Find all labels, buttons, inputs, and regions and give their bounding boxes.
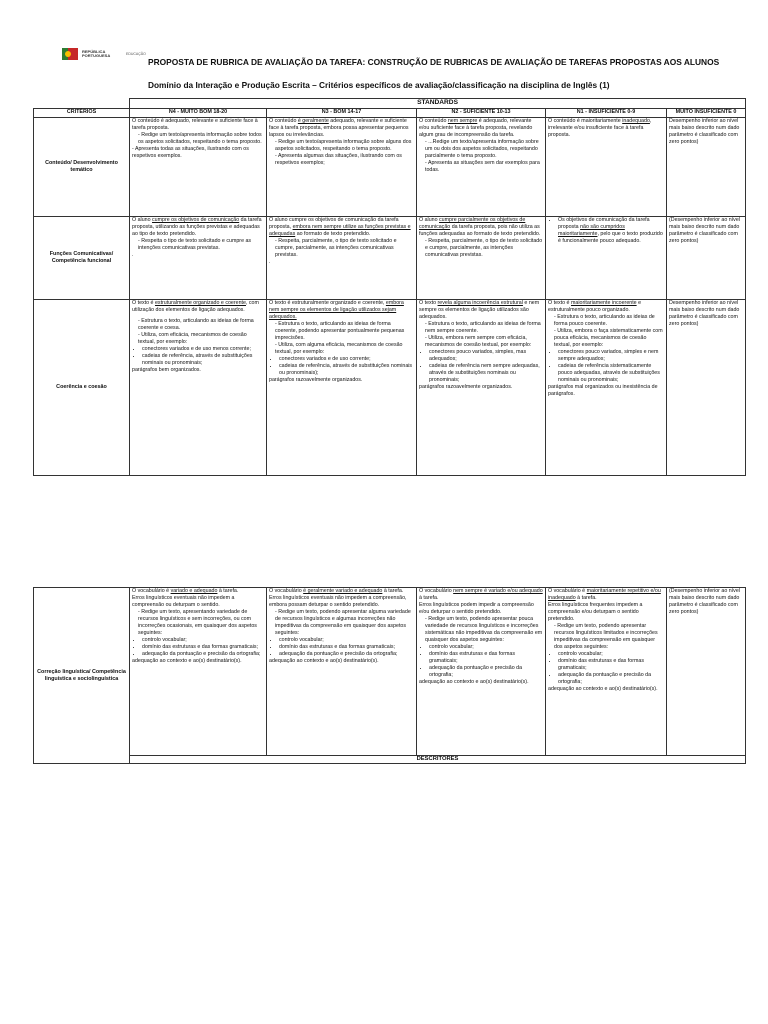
list-item: - Redige um texto/apresenta informação sobre todos os aspetos solicitados, respeitando o tema proposto. — [138, 132, 264, 146]
descriptor-text: O vocabulário — [419, 588, 454, 594]
descriptor-cell — [267, 118, 417, 217]
list-item: - Redige um texto, podendo apresentar alguma variedade de recursos linguísticos e algumas incorreções não impeditivas da compreensão em quaisquer dos aspetos seguintes: — [275, 609, 414, 637]
descriptor-emphasis: maioritariamente incoerente — [570, 300, 637, 306]
descriptor-text: O texto é — [548, 300, 571, 306]
list-item: • conectores pouco variados, simples, mas adequados; — [429, 349, 543, 363]
descriptor-text: à tarefa. — [575, 595, 597, 601]
descriptor-text: O conteúdo — [419, 118, 448, 124]
descriptor-text: ao formato de texto pretendido. — [295, 231, 371, 237]
descriptor-emphasis: é geralmente — [297, 118, 329, 124]
descriptor-cell: (Desempenho inferior ao nível mais baixo descrito num dado parâmetro é classificado com zero pontos) — [667, 588, 746, 756]
descriptor-text: Erros linguísticos eventuais não impedem a compreensão ou deturpam o sentido. — [132, 595, 235, 608]
list-item: • controlo vocabular; — [142, 637, 264, 644]
empty-corner — [34, 99, 130, 109]
descriptor-text: adequação ao contexto e ao(s) destinatário(s). — [548, 686, 658, 692]
descriptor-text: O conteúdo é maioritariamente — [548, 118, 623, 124]
list-item: • cadeias de referência sistematicamente pouco adequadas, através de substituições nominais ou pronominais; — [558, 363, 664, 384]
list-item: - Respeita, parcialmente, o tipo de texto solicitado e cumpre, parcialmente, as intenções comunicativas previstas. — [275, 238, 414, 259]
criterion-label: Funções Comunicativas/ Competência funcional — [34, 217, 130, 300]
descriptor-cell: (Desempenho inferior ao nível mais baixo descrito num dado parâmetro é classificado com zero pontos) — [667, 217, 746, 300]
descriptor-text: O texto é estruturalmente organizado e coerente, — [269, 300, 386, 306]
descriptor-text: Erros linguísticos frequentes impedem a compreensão e/ou deturpam o sentido pretendido. — [548, 602, 643, 622]
list-item: - Estrutura o texto, articulando as ideias de forma pouco coerente. — [554, 314, 664, 328]
descriptor-text: O aluno — [132, 217, 153, 223]
descriptor-text: parágrafos razoavelmente organizados. — [419, 384, 513, 390]
descriptor-cell — [267, 588, 417, 756]
descriptor-emphasis: embora nem sempre os elementos de ligação utilizados sejam adequados. — [269, 300, 404, 320]
descriptor-emphasis: cumpre os objetivos de comunicação — [152, 217, 240, 223]
descriptor-cell — [417, 300, 546, 476]
descriptor-text: parágrafos bem organizados. — [132, 367, 201, 373]
descriptor-text: é adequado, relevante e/ou suficiente face à tarefa proposta, revelando algum grau de incompreensão da tarefa. — [419, 118, 533, 138]
list-item: - Redige um texto, apresentando variedade de recursos linguísticos e sem incorreções, ou com incorreções ocasionais, em quaisquer dos aspetos seguintes: — [138, 609, 264, 637]
descriptor-cell — [130, 588, 267, 756]
list-item: • conectores pouco variados, simples e nem sempre adequados; — [558, 349, 664, 363]
descriptor-text: adequado, relevante e suficiente face à tarefa proposta, embora possa apresentar pequenos lapsos ou irrelevâncias. — [269, 118, 409, 138]
list-item: • adequação da pontuação e precisão da ortografia; — [558, 672, 664, 686]
descriptor-text: , com utilização dos elementos de ligação adequados. — [132, 300, 259, 313]
list-item: • conectores variados e de uso menos corrente; — [142, 346, 264, 353]
descriptor-text: O vocabulário é — [548, 588, 587, 594]
document-title: PROPOSTA DE RUBRICA DE AVALIAÇÃO DA TAREFA: CONSTRUÇÃO DE RUBRICAS DE AVALIAÇÃO DE TAREFAS PROPOSTAS AOS ALUNOS — [148, 57, 720, 67]
list-item: - Redige um texto, podendo apresentar pouca variedade de recursos linguísticos e incorreções sistemáticas não impeditivas da compreensão em quaisquer dos aspetos seguintes: — [425, 616, 543, 644]
descriptor-cell — [267, 217, 417, 300]
descriptor-text: à tarefa. — [382, 588, 404, 594]
list-item: - Respeita, parcialmente, o tipo de texto solicitado e cumpre, parcialmente, as intenções comunicativas previstas. — [425, 238, 543, 259]
list-item: • cadeias de referência nem sempre adequadas, através de substituições nominais ou pronominais; — [429, 363, 543, 384]
descriptor-cell — [546, 300, 667, 476]
rubric-table-continued — [33, 587, 746, 764]
level-header-n1: N1 - INSUFICIENTE 0-9 — [546, 109, 667, 118]
list-item: • conectores variados e de uso corrente; — [279, 356, 414, 363]
descriptor-text: - Apresenta todas as situações, ilustrando com os respetivos exemplos. — [132, 146, 249, 159]
descriptor-cell — [546, 588, 667, 756]
descriptor-emphasis: embora nem sempre utilize as funções previstas e adequadas — [269, 224, 411, 237]
descriptor-text: parágrafos mal organizados ou inexistência de parágrafos. — [548, 384, 658, 397]
list-item: - Utiliza, com alguma eficácia, mecanismos de coesão textual, por exemplo: — [275, 342, 414, 356]
criteria-header: CRITÉRIOS — [34, 109, 130, 118]
list-item: • domínio das estruturas e das formas gramaticais; — [429, 651, 543, 665]
descriptor-text: Erros linguísticos podem impedir a compreensão e/ou deturpar o sentido pretendido. — [419, 602, 534, 615]
table-row — [34, 300, 746, 476]
document-subtitle: Domínio da Interação e Produção Escrita – Critérios específicos de avaliação/classificação na disciplina de Inglês (1) — [148, 80, 610, 90]
descriptor-cell — [130, 118, 267, 217]
descriptor-cell: Desempenho inferior ao nível mais baixo descrito num dado parâmetro é classificado com zero pontos) — [667, 118, 746, 217]
descriptor-text: O aluno — [419, 217, 440, 223]
descriptor-text: à tarefa. — [419, 595, 439, 601]
descriptor-text: da tarefa proposta, utilizando as funções previstas e adequadas ao tipo de texto pretendido. — [132, 217, 262, 237]
criterion-label: Coerência e coesão — [34, 300, 130, 476]
descriptor-text: O conteúdo — [269, 118, 298, 124]
descriptor-text: adequação ao contexto e ao(s) destinatário(s). — [132, 658, 242, 664]
descriptor-cell — [267, 300, 417, 476]
descriptor-text: , irrelevante e/ou insuficiente face à tarefa proposta. — [548, 118, 652, 138]
descriptor-text: e estruturalmente pouco organizado. — [548, 300, 642, 313]
standards-header: STANDARDS — [130, 99, 746, 109]
descriptor-text: . — [132, 252, 134, 258]
list-item: - Estrutura o texto, articulando as ideias de forma nem sempre coerente. — [425, 321, 543, 335]
descriptors-footer: DESCRITORES — [130, 756, 746, 764]
descriptor-text: da tarefa proposta, pois não utiliza as funções adequadas ao formato de texto pretendido. — [419, 224, 541, 237]
descriptor-cell — [130, 217, 267, 300]
list-item: • controlo vocabular; — [558, 651, 664, 658]
descriptor-emphasis: não são cumpridos maioritariamente — [558, 224, 625, 237]
descriptor-text: adequação ao contexto e ao(s) destinatário(s). — [269, 658, 379, 664]
list-item: - Redige um texto/apresenta informação sobre alguns dos aspetos solicitados, respeitando o tema proposto. — [275, 139, 414, 153]
list-item: • adequação da pontuação e precisão da ortografia; — [429, 665, 543, 679]
logo-subtext: EDUCAÇÃO — [126, 52, 146, 56]
level-header-mi: MUITO INSUFICIENTE 0 — [667, 109, 746, 118]
descriptor-text: à tarefa. — [217, 588, 239, 594]
table-row — [34, 217, 746, 300]
descriptor-emphasis: estruturalmente organizado e coerente — [154, 300, 246, 306]
list-item: • domínio das estruturas e das formas gramaticais; — [279, 644, 414, 651]
list-item: - Utiliza, embora o faça sistematicamente com pouca eficácia, mecanismos de coesão textual, por exemplo: — [554, 328, 664, 349]
descriptor-text: O texto — [419, 300, 438, 306]
descriptor-cell — [546, 217, 667, 300]
list-item: - Respeita o tipo de texto solicitado e cumpre as intenções comunicativas previstas. — [138, 238, 264, 252]
list-item: • cadeias de referência, através de substituições nominais ou pronominais); — [279, 363, 414, 377]
list-item — [558, 217, 664, 245]
list-item: • cadeias de referência, através de substituições nominais ou pronominais; — [142, 353, 264, 367]
descriptor-text: . — [269, 259, 271, 265]
list-item: • adequação da pontuação e precisão da ortografia; — [142, 651, 264, 658]
list-item: - Redige um texto, podendo apresentar recursos linguísticos limitados e incorreções impeditivas da compreensão em quaisquer dos aspetos seguintes: — [554, 623, 664, 651]
descriptor-cell: Desempenho inferior ao nível mais baixo descrito num dado parâmetro é classificado com zero pontos) — [667, 300, 746, 476]
descriptor-text: O conteúdo é adequado, relevante e suficiente face à tarefa proposta. — [132, 118, 258, 131]
level-header-n4: N4 - MUITO BOM 18-20 — [130, 109, 267, 118]
descriptor-emphasis: é geralmente variado e adequado — [303, 588, 383, 594]
list-item: - Apresenta as situações sem dar exemplos para todas. — [425, 160, 543, 174]
descriptor-text: O vocabulário — [269, 588, 304, 594]
descriptor-text: O texto é — [132, 300, 155, 306]
descriptor-text: Os objetivos de comunicação da tarefa proposta — [558, 217, 650, 230]
government-logo — [62, 48, 146, 60]
descriptor-cell — [417, 588, 546, 756]
descriptor-cell — [546, 118, 667, 217]
descriptor-text: adequação ao contexto e ao(s) destinatário(s). — [419, 679, 529, 685]
criterion-label: Correção linguística/ Competência linguística e sociolinguística — [34, 588, 130, 764]
list-item: • domínio das estruturas e das formas gramaticais; — [142, 644, 264, 651]
level-header-n2: N2 - SUFICIENTE 10-13 — [417, 109, 546, 118]
list-item: • controlo vocabular; — [279, 637, 414, 644]
descriptor-emphasis: revela alguma incoerência estrutural — [437, 300, 523, 306]
descriptor-emphasis: nem sempre — [447, 118, 478, 124]
descriptor-emphasis: maioritariamente repetitivo e/ou inadequado — [548, 588, 661, 601]
list-item: - Apresenta algumas das situações, ilustrando com os respetivos exemplos; — [275, 153, 414, 167]
list-item: - Estrutura o texto, articulando as ideias de forma coerente e coesa. — [138, 318, 264, 332]
descriptor-emphasis: inadequado — [622, 118, 650, 124]
descriptor-emphasis: nem sempre é variado e/ou adequado — [453, 588, 543, 594]
logo-text: REPÚBLICA PORTUGUESA — [82, 48, 111, 58]
list-item: - ...Redige um texto/apresenta informação sobre um ou dois dos aspetos solicitados, respeitando parcialmente o tema proposto. — [425, 139, 543, 160]
descriptor-text: e nem sempre os elementos de ligação utilizados são adequados. — [419, 300, 540, 320]
criterion-label: Conteúdo/ Desenvolvimento temático — [34, 118, 130, 217]
level-header-n3: N3 - BOM 14-17 — [267, 109, 417, 118]
list-item: • adequação da pontuação e precisão da ortografia; — [279, 651, 414, 658]
descriptor-cell — [417, 217, 546, 300]
list-item: • controlo vocabular; — [429, 644, 543, 651]
descriptor-text: Erros linguísticos eventuais não impedem a compreensão, embora possam deturpar o sentido pretendido. — [269, 595, 407, 608]
descriptor-emphasis: cumpre parcialmente os objetivos de comunicação — [419, 217, 526, 230]
list-item: • domínio das estruturas e das formas gramaticais; — [558, 658, 664, 672]
table-row — [34, 118, 746, 217]
descriptor-cell — [417, 118, 546, 217]
flag-icon — [62, 48, 78, 60]
descriptor-text: parágrafos razoavelmente organizados. — [269, 377, 363, 383]
table-row — [34, 588, 746, 756]
list-item: - Utiliza, com eficácia, mecanismos de coesão textual, por exemplo: — [138, 332, 264, 346]
list-item: - Estrutura o texto, articulando as ideias de forma coerente, podendo apresentar pontualmente pequenas imprecisões. — [275, 321, 414, 342]
list-item: - Utiliza, embora nem sempre com eficácia, mecanismos de coesão textual, por exemplo: — [425, 335, 543, 349]
descriptor-text: O aluno cumpre os objetivos de comunicação da tarefa proposta, — [269, 217, 399, 230]
descriptor-text: O vocabulário é — [132, 588, 171, 594]
descriptor-cell — [130, 300, 267, 476]
rubric-table — [33, 98, 746, 476]
descriptor-text: , pelo que o texto produzido é funcionalmente pouco adequado. — [558, 231, 663, 244]
descriptor-emphasis: variado e adequado — [170, 588, 218, 594]
